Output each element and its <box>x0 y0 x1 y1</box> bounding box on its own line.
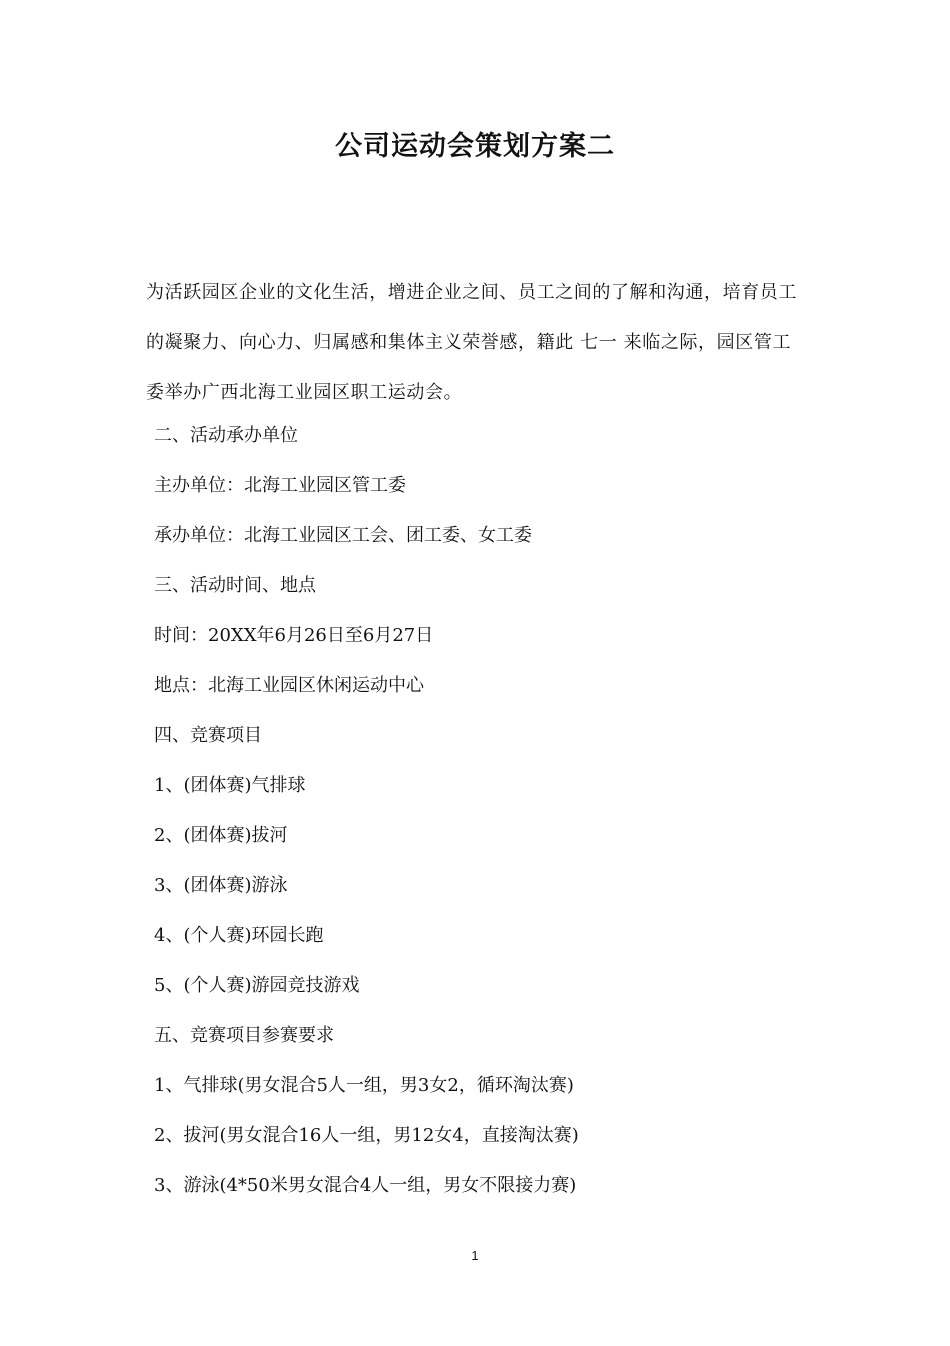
section-heading-organizers: 二、活动承办单位 <box>154 425 298 446</box>
content-lines <box>154 420 814 1220</box>
document-title: 公司运动会策划方案二 <box>335 131 615 162</box>
list-item: 2、(团体赛)拔河 <box>154 825 288 846</box>
section-heading-requirements: 五、竞赛项目参赛要求 <box>154 1025 334 1046</box>
intro-paragraph: 为活跃园区企业的文化生活，增进企业之间、员工之间的了解和沟通，培育员工的凝聚力、向心力、归属感和集体主义荣誉感，籍此 七一 来临之际，园区管工委举办广西北海工业园区职工运动会。 <box>146 282 797 403</box>
section-heading-events: 四、竞赛项目 <box>154 725 262 746</box>
text-line-host: 主办单位：北海工业园区管工委 <box>154 475 406 496</box>
text-line-undertaker: 承办单位：北海工业园区工会、团工委、女工委 <box>154 525 532 546</box>
list-item: 5、(个人赛)游园竞技游戏 <box>154 975 360 996</box>
text-line-place: 地点：北海工业园区休闲运动中心 <box>154 675 424 696</box>
list-item: 3、游泳(4*50米男女混合4人一组，男女不限接力赛) <box>154 1175 577 1196</box>
text-line-time: 时间：20XX年6月26日至6月27日 <box>154 625 434 646</box>
list-item: 4、(个人赛)环园长跑 <box>154 925 324 946</box>
list-item: 1、(团体赛)气排球 <box>154 775 306 796</box>
section-heading-time-place: 三、活动时间、地点 <box>154 575 316 596</box>
page-number: 1 <box>471 1248 479 1263</box>
list-item: 1、气排球(男女混合5人一组，男3女2，循环淘汰赛) <box>154 1075 574 1096</box>
list-item: 2、拔河(男女混合16人一组，男12女4，直接淘汰赛) <box>154 1125 579 1146</box>
list-item: 3、(团体赛)游泳 <box>154 875 288 896</box>
